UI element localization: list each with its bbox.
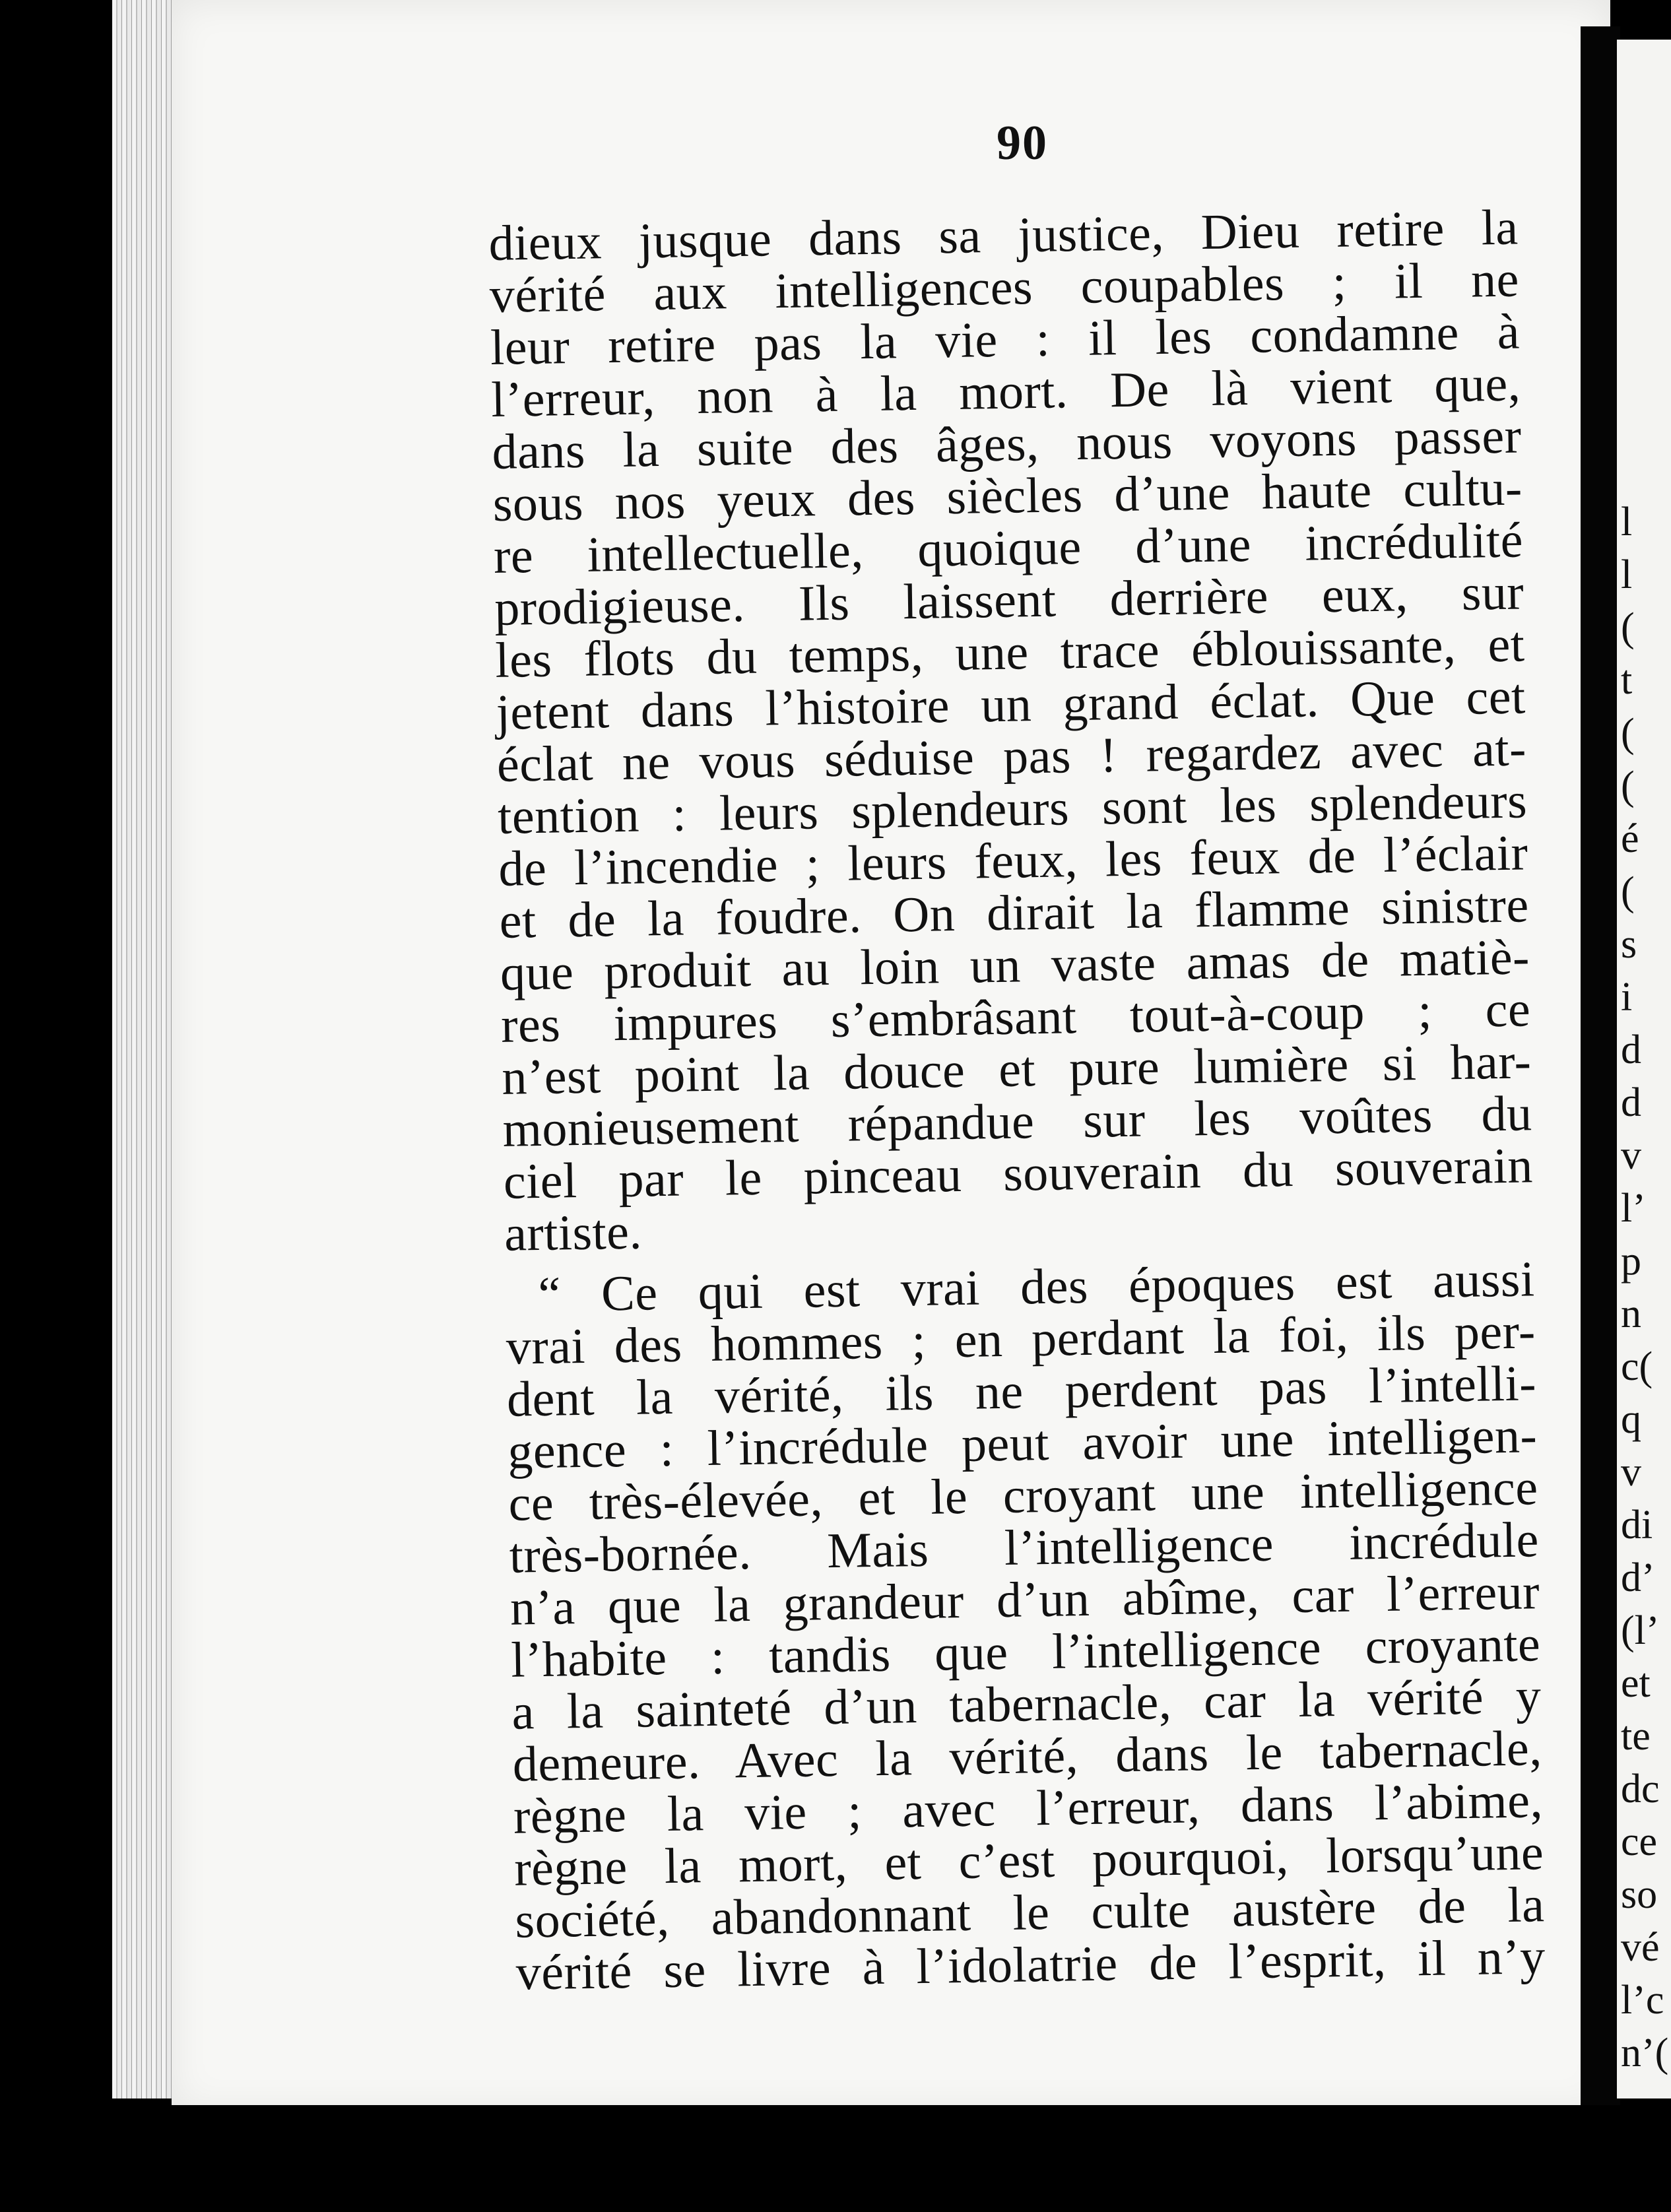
facing-page-fragment: te xyxy=(1621,1714,1651,1759)
facing-page-fragment: n’( xyxy=(1621,2031,1669,2075)
facing-page-fragment: d xyxy=(1621,1027,1641,1072)
facing-page-fragment: n xyxy=(1621,1291,1641,1336)
text-line: “ Ce qui est vrai des époques est aussi xyxy=(537,1251,1536,1323)
facing-page-fragment: di xyxy=(1621,1503,1653,1547)
text-line: res impures s’embrâsant tout-à-coup ; ce xyxy=(500,981,1531,1053)
text-line: re intellectuelle, quoique d’une incrédulité xyxy=(493,512,1524,584)
text-line: leur retire pas la vie : il les condamne à xyxy=(490,304,1521,375)
facing-page-fragment: ( xyxy=(1621,711,1635,756)
text-line: l’habite : tandis que l’intelligence croyante xyxy=(510,1616,1541,1688)
text-line: l’erreur, non à la mort. De là vient que, xyxy=(490,356,1521,428)
facing-page-fragment: ce xyxy=(1621,1819,1658,1864)
text-line: demeure. Avec la vérité, dans le tabernacle, xyxy=(512,1720,1543,1792)
text-line: que produit au loin un vaste amas de matiè- xyxy=(500,929,1530,1001)
facing-page-fragment: c( xyxy=(1621,1344,1653,1389)
text-line: société, abandonnant le culte austère de la xyxy=(514,1877,1546,1949)
text-line: dans la suite des âges, nous voyons passer xyxy=(491,408,1523,480)
facing-page-edge xyxy=(1617,40,1671,2098)
facing-page-fragment: q xyxy=(1621,1397,1641,1442)
text-line: de l’incendie ; leurs feux, les feux de l’éclair xyxy=(498,825,1528,897)
text-line: vrai des hommes ; en perdant la foi, ils per- xyxy=(506,1303,1536,1375)
text-line: tention : leurs splendeurs sont les splendeurs xyxy=(497,773,1528,845)
facing-page-fragment: p xyxy=(1621,1239,1641,1284)
text-line: a la sainteté d’un tabernacle, car la vérité y xyxy=(511,1668,1542,1740)
text-line: ciel par le pinceau souverain du souverain xyxy=(503,1138,1534,1210)
text-line: vérité aux intelligences coupables ; il ne xyxy=(489,251,1520,323)
facing-page-fragment: t xyxy=(1621,658,1633,703)
text-line: les flots du temps, une trace éblouissante, et xyxy=(494,616,1526,688)
facing-page-fragment: so xyxy=(1621,1872,1658,1917)
facing-page-fragment: (l’ xyxy=(1621,1608,1660,1653)
page-stack-edge xyxy=(112,0,178,2098)
text-line: n’est point la douce et pure lumière si har- xyxy=(501,1033,1532,1105)
facing-page-fragment: i xyxy=(1621,975,1633,1020)
text-line: gence : l’incrédule peut avoir une intelligen- xyxy=(507,1408,1538,1480)
facing-page-fragment: s xyxy=(1621,922,1637,967)
facing-page-fragment: é xyxy=(1621,816,1639,861)
facing-page-fragment: ( xyxy=(1621,605,1635,650)
text-line: sous nos yeux des siècles d’une haute cultu- xyxy=(492,460,1523,532)
facing-page-fragment: vé xyxy=(1621,1925,1660,1970)
text-line: vérité se livre à l’idolatrie de l’esprit, il n’y xyxy=(515,1929,1546,2001)
text-line: et de la foudre. On dirait la flamme sinistre xyxy=(499,877,1530,949)
facing-page-fragment: l’c xyxy=(1621,1978,1664,2023)
text-line: très-bornée. Mais l’intelligence incrédule xyxy=(509,1512,1540,1584)
scan-border xyxy=(0,2105,1671,2212)
body-text xyxy=(488,201,1546,1999)
facing-page-fragment: v xyxy=(1621,1450,1641,1495)
text-line: ce très-élevée, et le croyant une intelligence xyxy=(508,1460,1539,1532)
facing-page-fragment: d’ xyxy=(1621,1555,1655,1600)
text-line: dent la vérité, ils ne perdent pas l’intelli- xyxy=(506,1355,1537,1427)
text-line: règne la vie ; avec l’erreur, dans l’abime, xyxy=(513,1773,1544,1844)
text-line: monieusement répandue sur les voûtes du xyxy=(502,1086,1533,1157)
text-line: éclat ne vous séduise pas ! regardez avec at- xyxy=(496,721,1527,793)
text-line: artiste. xyxy=(504,1204,643,1262)
text-line: jetent dans l’histoire un grand éclat. Que cet xyxy=(496,668,1526,740)
facing-page-fragment: dc xyxy=(1621,1767,1660,1811)
text-line: n’a que la grandeur d’un abîme, car l’erreur xyxy=(509,1564,1540,1636)
facing-page-fragment: l’ xyxy=(1621,1186,1646,1231)
facing-page-fragment: ( xyxy=(1621,764,1635,808)
facing-page-fragment: et xyxy=(1621,1661,1651,1706)
facing-page-fragment: v xyxy=(1621,1133,1641,1178)
book-gutter xyxy=(1581,26,1620,2138)
facing-page-fragment: ( xyxy=(1621,869,1635,914)
facing-page-fragment: l xyxy=(1621,500,1633,544)
facing-page-fragment: l xyxy=(1621,552,1633,597)
page-number: 90 xyxy=(997,116,1048,170)
facing-page-fragment: d xyxy=(1621,1080,1641,1125)
text-line: prodigieuse. Ils laissent derrière eux, sur xyxy=(494,564,1524,636)
text-line: dieux jusque dans sa justice, Dieu retire la xyxy=(488,199,1519,271)
text-line: règne la mort, et c’est pourquoi, lorsqu’une xyxy=(513,1825,1544,1897)
